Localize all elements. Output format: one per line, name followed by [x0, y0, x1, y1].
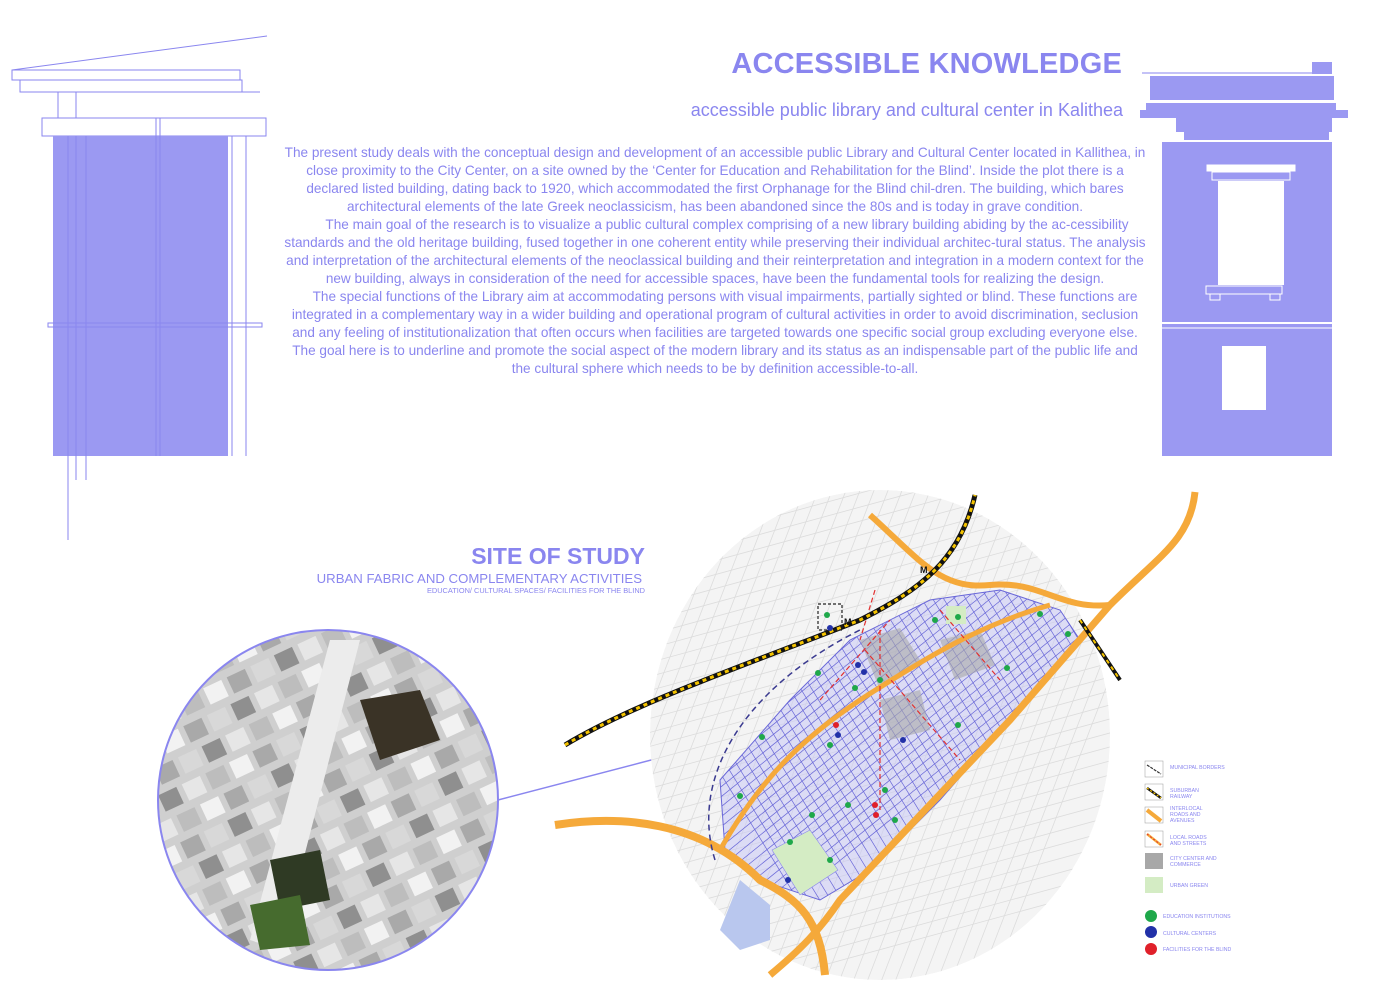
poi-dot [955, 722, 961, 728]
poi-dot [827, 625, 833, 631]
metro-label: M [920, 565, 928, 575]
poi-dot [787, 839, 793, 845]
legend-label: URBAN GREEN [1170, 883, 1209, 889]
poi-dot [1065, 631, 1071, 637]
poi-dot [932, 617, 938, 623]
poi-dot [845, 802, 851, 808]
poi-dot [861, 669, 867, 675]
poi-dot [1037, 611, 1043, 617]
poi-dot [900, 737, 906, 743]
poi-dot [785, 877, 791, 883]
metro-label: M [844, 617, 852, 627]
poi-dot [852, 685, 858, 691]
aerial-photo [91, 561, 573, 990]
site-caption: EDUCATION/ CULTURAL SPACES/ FACILITIES FOR THE BLIND [426, 586, 645, 595]
poi-dot [872, 802, 878, 808]
legend-swatches [1145, 761, 1163, 955]
page-subtitle: accessible public library and cultural center in Kalithea [690, 100, 1123, 120]
modern-building-elevation [12, 36, 267, 540]
poi-dot [955, 614, 961, 620]
poi-dot [824, 612, 830, 618]
legend-label: SUBURBAN RAILWAY [1170, 788, 1199, 800]
poi-dot [1004, 665, 1010, 671]
site-title: SITE OF STUDY [471, 543, 645, 569]
intro-paragraph: The present study deals with the conceptual design and development of an accessible public Library and Cultural Center located in Kallithea, in close proximity to the City Center, on a site owned by the ‘Center for Education and Rehabilitation for the Blind’. Inside the plot there is a declared listed building, dating back to 1920, which accommodated the first Orphanage for the Blind chil-dren. The building, which bares architectural elements of the late Greek neoclassicism, has been abandoned since the 80s and is today in grave condition. [284, 145, 1146, 214]
legend-label: MUNICIPAL BORDERS [1170, 765, 1225, 771]
poi-dot [855, 662, 861, 668]
poi-dot [827, 742, 833, 748]
poi-dot [759, 734, 765, 740]
neoclassical-building-elevation [1140, 62, 1348, 456]
poi-dot [835, 732, 841, 738]
site-subtitle: URBAN FABRIC AND COMPLEMENTARY ACTIVITIES [316, 571, 642, 586]
legend-label: CITY CENTER AND COMMERCE [1170, 856, 1217, 868]
poi-dot [809, 812, 815, 818]
legend-label: LOCAL ROADS AND STREETS [1170, 835, 1207, 847]
legend-label: FACILITIES FOR THE BLIND [1163, 947, 1232, 953]
poi-dot [873, 812, 879, 818]
intro-paragraph: The main goal of the research is to visualize a public cultural complex comprising of a new library building abiding by the ac-cessibility standards and the old heritage building, fused together in one coherent entity while preserving their individual architec-tural status. The analysis and interpretation of the architectural elements of the neoclassical building and their reinterpretation and integration in a modern context for the new building, always in consideration of the need for accessible spaces, have been the fundamental tools for realizing the design. [284, 217, 1146, 286]
poi-dot [737, 793, 743, 799]
poi-dot [882, 787, 888, 793]
legend-label: CULTURAL CENTERS [1163, 931, 1217, 937]
legend-label: INTERLOCAL ROADS AND AVENUES [1170, 806, 1203, 824]
poi-dot [877, 677, 883, 683]
page-title: ACCESSIBLE KNOWLEDGE [731, 48, 1122, 80]
poi-dot [833, 722, 839, 728]
legend-label: EDUCATION INSTITUTIONS [1163, 914, 1231, 920]
poi-dot [892, 817, 898, 823]
intro-text [284, 144, 1146, 378]
intro-paragraph: The special functions of the Library aim at accommodating persons with visual impairments, partially sighted or blind. These functions are integrated in a complementary way in a wider building and operational program of cultural activities in order to avoid discrimination, seclusion and any feeling of institutionalization that often occurs when facilities are targeted towards one specific social group excluding everyone else. The goal here is to underline and promote the social aspect of the modern library and its status as an indispensable part of the public life and the cultural sphere which needs to be by definition accessible-to-all. [291, 289, 1139, 376]
poi-dot [815, 670, 821, 676]
poi-dot [827, 857, 833, 863]
